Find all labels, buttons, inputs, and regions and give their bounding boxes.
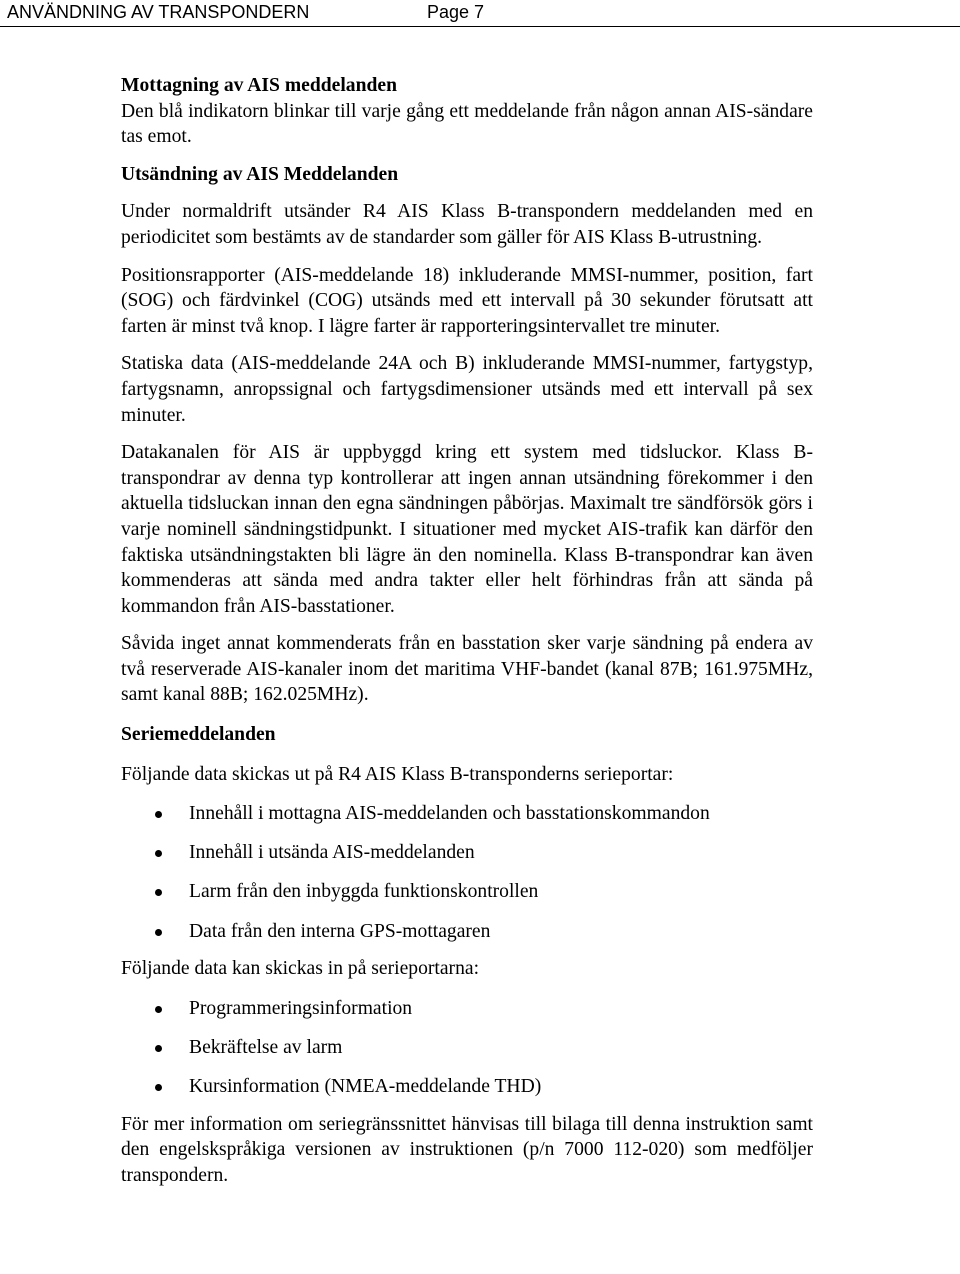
list-item: Innehåll i mottagna AIS-meddelanden och basstationskommandon [121,801,813,827]
bullet-icon [155,889,162,896]
header-title: ANVÄNDNING AV TRANSPONDERN [7,2,310,22]
heading-transmit: Utsändning av AIS Meddelanden [121,163,399,185]
paragraph-serial-out-intro: Följande data skickas ut på R4 AIS Klass B-transponderns serieportar: [121,763,674,785]
bullet-icon [155,1084,162,1091]
paragraph-more-info: För mer information om seriegränssnittet hänvisas till bilaga till denna instruktion samt den engelskspråkiga versionen av instruktionen (p/n 7000 112-020) som medföljer transpondern. [121,1113,813,1186]
list-item: Kursinformation (NMEA-meddelande THD) [121,1074,813,1100]
list-item: Innehåll i utsända AIS-meddelanden [121,840,813,866]
paragraph-transmit: Under normaldrift utsänder R4 AIS Klass B-transpondern meddelanden med en periodicitet som bestämts av de standarder som gäller för AIS Klass B-utrustning. [121,201,813,248]
heading-receive: Mottagning av AIS meddelanden [121,75,397,96]
paragraph-data-channel: Datakanalen för AIS är uppbyggd kring ett system med tidsluckor. Klass B-transpondrar av denna typ kontrollerar att ingen annan utsändning förekommer i den aktuella tidsluckan innan den egna sändningen påbörjas. Maximalt tre sändförsök görs i varje nominell sändningstidpunkt. I situationer med mycket AIS-trafik kan därför den faktiska utsändningstakten bli lägre än den nominella. Klass B-transpondrar kan även kommenderas att sända med andra takter eller helt förhindras från att sända på kommandon från AIS-basstationer. [121,442,813,617]
paragraph-receive: Den blå indikatorn blinkar till varje gång ett meddelande från någon annan AIS-sändare tas emot. [121,100,813,148]
page-header [0,0,960,24]
document-body [121,73,813,1188]
heading-serial: Seriemeddelanden [121,724,276,746]
paragraph-position-reports: Positionsrapporter (AIS-meddelande 18) inkluderande MMSI-nummer, position, fart (SOG) och färdvinkel (COG) utsänds med ett intervall på 30 sekunder förutsatt att farten är minst två knop. I lägre farter är rapporteringsintervallet tre minuter. [121,264,813,337]
page-number: Page 7 [427,2,485,22]
serial-out-list [121,801,813,944]
bullet-icon [155,929,162,936]
header-divider [0,26,960,27]
bullet-icon [155,1045,162,1052]
list-item: Larm från den inbyggda funktionskontrollen [121,879,813,905]
list-item: Programmeringsinformation [121,996,813,1022]
serial-in-list [121,996,813,1100]
bullet-icon [155,850,162,857]
bullet-icon [155,811,162,818]
list-item: Bekräftelse av larm [121,1035,813,1061]
list-item: Data från den interna GPS-mottagaren [121,919,813,945]
paragraph-serial-in-intro: Följande data kan skickas in på serieportarna: [121,958,480,980]
paragraph-channels: Såvida inget annat kommenderats från en basstation sker varje sändning på endera av två reserverade AIS-kanaler inom det maritima VHF-bandet (kanal 87B; 161.975MHz, samt kanal 88B; 162.025MHz). [121,633,813,706]
bullet-icon [155,1006,162,1013]
paragraph-static-data: Statiska data (AIS-meddelande 24A och B) inkluderande MMSI-nummer, fartygstyp, fartygsnamn, anropssignal och fartygsdimensioner utsänds med ett intervall på sex minuter. [121,353,813,426]
